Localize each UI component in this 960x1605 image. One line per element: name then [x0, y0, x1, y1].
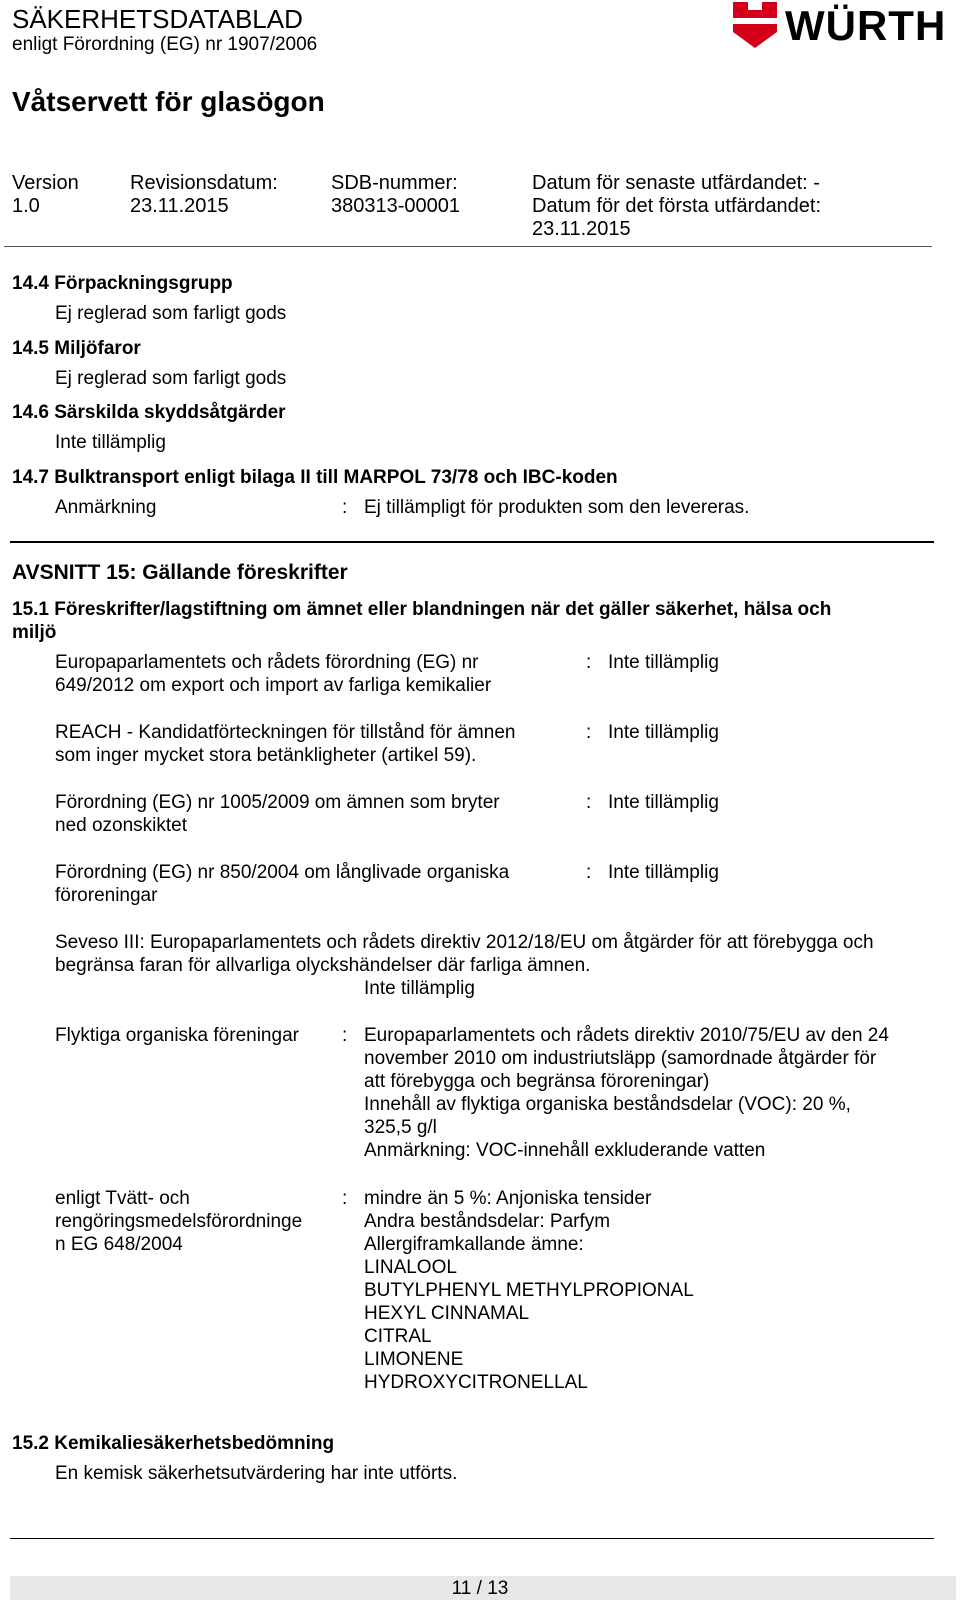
voc-line: Europaparlamentets och rådets direktiv 2010/75/EU av den 24 — [364, 1025, 889, 1046]
seveso-text-line2: begränsa faran för allvarliga olyckshändelser där farliga ämnen. — [55, 955, 591, 976]
voc-line: Anmärkning: VOC-innehåll exkluderande vatten — [364, 1140, 766, 1161]
header-divider — [4, 246, 932, 247]
wurth-logo-text: WÜRTH — [785, 2, 947, 49]
reg-row-label-line2: ned ozonskiktet — [55, 815, 188, 836]
s15-1-title-line1: 15.1 Föreskrifter/lagstiftning om ämnet eller blandningen när det gäller säkerhet, hälsa och — [12, 599, 832, 620]
s14-7-label: Anmärkning — [55, 497, 157, 518]
voc-line: att förebygga och begränsa föroreningar) — [364, 1071, 710, 1092]
reg-row-label-line2: föroreningar — [55, 885, 158, 906]
s14-4-text: Ej reglerad som farligt gods — [55, 303, 287, 324]
voc-line: Innehåll av flyktiga organiska beståndsdelar (VOC): 20 %, — [364, 1094, 851, 1115]
last-issue-date: Datum för senaste utfärdandet: - — [532, 172, 820, 194]
doc-type: SÄKERHETSDATABLAD — [12, 4, 303, 34]
reg-row-value: Inte tillämplig — [608, 862, 719, 883]
voc-value — [364, 1024, 889, 1162]
detergent-line: HYDROXYCITRONELLAL — [364, 1372, 588, 1393]
reg-row-label-line2: 649/2012 om export och import av farliga kemikalier — [55, 675, 492, 696]
page-number: 11 / 13 — [451, 1578, 509, 1599]
voc-line: november 2010 om industriutsläpp (samordnade åtgärder för — [364, 1048, 877, 1069]
version-value: 1.0 — [12, 195, 40, 217]
detergent-line: BUTYLPHENYL METHYLPROPIONAL — [364, 1280, 694, 1301]
detergent-label-line: n EG 648/2004 — [55, 1234, 183, 1255]
seveso-value: Inte tillämplig — [364, 978, 475, 999]
s15-1-title-line2: miljö — [12, 622, 57, 643]
product-name: Våtservett för glasögon — [12, 86, 325, 117]
detergent-value — [364, 1187, 694, 1394]
wurth-logo-icon — [733, 2, 777, 48]
colon: : — [586, 792, 592, 813]
s14-7-title: 14.7 Bulktransport enligt bilaga II till MARPOL 73/78 och IBC-koden — [12, 467, 618, 488]
revision-label: Revisionsdatum: — [130, 172, 278, 194]
section15-title: AVSNITT 15: Gällande föreskrifter — [12, 561, 348, 584]
s14-6-text: Inte tillämplig — [55, 432, 166, 453]
colon: : — [342, 1025, 348, 1046]
sdb-label: SDB-nummer: — [331, 172, 458, 194]
detergent-line: mindre än 5 %: Anjoniska tensider — [364, 1188, 652, 1209]
reg-row-label-line1: Förordning (EG) nr 1005/2009 om ämnen som bryter — [55, 792, 500, 813]
s14-5-title: 14.5 Miljöfaror — [12, 338, 141, 359]
detergent-line: LINALOOL — [364, 1257, 457, 1278]
sdb-value: 380313-00001 — [331, 195, 461, 217]
detergent-line: LIMONENE — [364, 1349, 464, 1370]
reg-row-value: Inte tillämplig — [608, 792, 719, 813]
detergent-line: Allergiframkallande ämne: — [364, 1234, 584, 1255]
s14-4-title: 14.4 Förpackningsgrupp — [12, 273, 233, 294]
colon: : — [342, 497, 348, 518]
reg-row-label-line1: Förordning (EG) nr 850/2004 om långlivade organiska — [55, 862, 510, 883]
s14-5-text: Ej reglerad som farligt gods — [55, 368, 287, 389]
colon: : — [586, 652, 592, 673]
s14-6-title: 14.6 Särskilda skyddsåtgärder — [12, 402, 286, 423]
reg-row-label-line1: REACH - Kandidatförteckningen för tillstånd för ämnen — [55, 722, 516, 743]
detergent-line: Andra beståndsdelar: Parfym — [364, 1211, 611, 1232]
seveso-text-line1: Seveso III: Europaparlamentets och rådets direktiv 2012/18/EU om åtgärder för att förebygga och — [55, 932, 874, 953]
section-divider — [10, 541, 934, 543]
detergent-line: CITRAL — [364, 1326, 432, 1347]
reg-row-label-line1: Europaparlamentets och rådets förordning (EG) nr — [55, 652, 479, 673]
version-label: Version — [12, 172, 79, 194]
colon: : — [586, 862, 592, 883]
revision-value: 23.11.2015 — [130, 195, 229, 217]
detergent-label-line: enligt Tvätt- och — [55, 1188, 190, 1209]
reg-row-value: Inte tillämplig — [608, 722, 719, 743]
regulation-subtitle: enligt Förordning (EG) nr 1907/2006 — [12, 34, 318, 55]
reg-row-value: Inte tillämplig — [608, 652, 719, 673]
colon: : — [586, 722, 592, 743]
s15-2-title: 15.2 Kemikaliesäkerhetsbedömning — [12, 1433, 335, 1454]
voc-label: Flyktiga organiska föreningar — [55, 1025, 299, 1046]
s15-2-text: En kemisk säkerhetsutvärdering har inte utförts. — [55, 1463, 458, 1484]
detergent-label — [55, 1187, 302, 1256]
detergent-line: HEXYL CINNAMAL — [364, 1303, 530, 1324]
reg-row-label-line2: som inger mycket stora betänkligheter (artikel 59). — [55, 745, 477, 766]
first-issue-value: 23.11.2015 — [532, 218, 631, 240]
colon: : — [342, 1188, 348, 1209]
voc-line: 325,5 g/l — [364, 1117, 437, 1138]
s14-7-value: Ej tillämpligt för produkten som den levereras. — [364, 497, 750, 518]
first-issue-label: Datum för det första utfärdandet: — [532, 195, 822, 217]
footer-divider — [10, 1538, 934, 1539]
detergent-label-line: rengöringsmedelsförordninge — [55, 1211, 303, 1232]
